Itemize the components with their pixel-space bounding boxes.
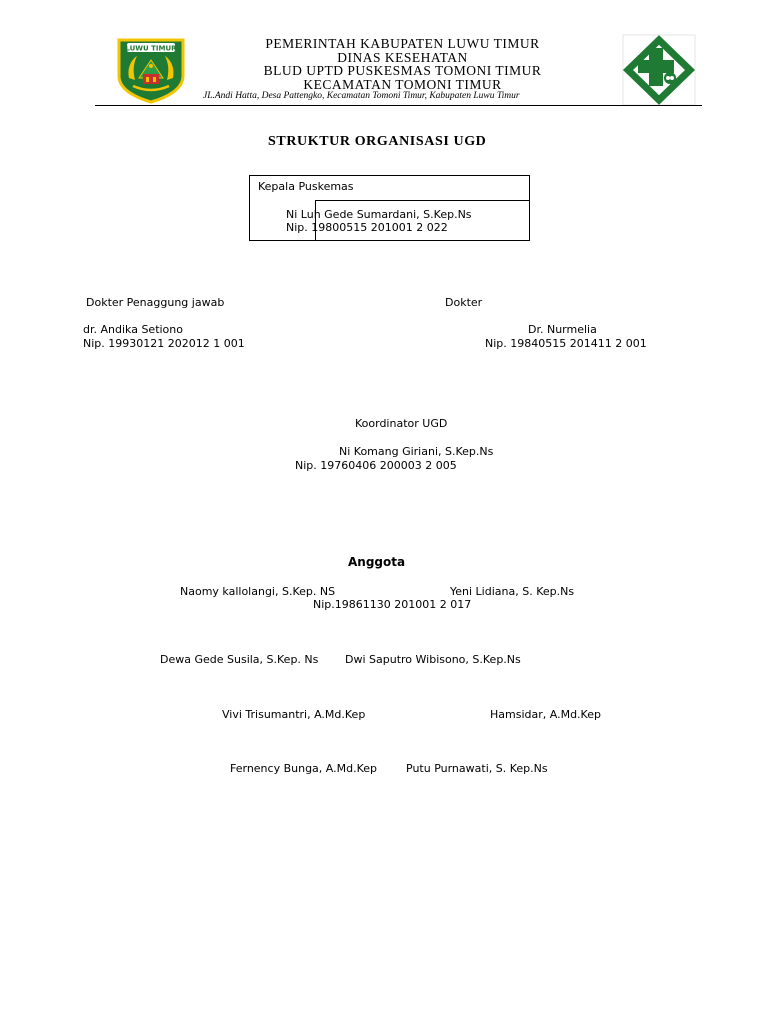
dokter-pj-role: Dokter Penaggung jawab xyxy=(86,296,225,309)
anggota-member: Dewa Gede Susila, S.Kep. Ns xyxy=(160,653,319,666)
dokter-pj-nip: Nip. 19930121 202012 1 001 xyxy=(83,337,245,350)
header-government: PEMERINTAH KABUPATEN LUWU TIMUR xyxy=(265,36,540,51)
kepala-nip: Nip. 19800515 201001 2 022 xyxy=(286,221,448,234)
anggota-member: Naomy kallolangi, S.Kep. NS xyxy=(180,585,336,598)
dokter-pj-name: dr. Andika Setiono xyxy=(83,323,183,336)
dokter-nip: Nip. 19840515 201411 2 001 xyxy=(485,337,647,350)
anggota-member: Hamsidar, A.Md.Kep xyxy=(490,708,601,721)
anggota-member: Vivi Trisumantri, A.Md.Kep xyxy=(222,708,366,721)
anggota-member: Dwi Saputro Wibisono, S.Kep.Ns xyxy=(345,653,521,666)
anggota-member-nip: Nip.19861130 201001 2 017 xyxy=(313,598,472,611)
koordinator-role: Koordinator UGD xyxy=(355,417,448,430)
header-institution: BLUD UPTD PUSKESMAS TOMONI TIMUR xyxy=(263,63,542,78)
dokter-role: Dokter xyxy=(445,296,483,309)
page-title: STRUKTUR ORGANISASI UGD xyxy=(268,134,487,149)
puskesmas-logo xyxy=(622,34,696,106)
kepala-box-divider xyxy=(315,200,530,201)
anggota-member: Yeni Lidiana, S. Kep.Ns xyxy=(450,585,575,598)
header-divider xyxy=(95,105,702,106)
luwu-timur-emblem-logo xyxy=(115,34,187,104)
dokter-name: Dr. Nurmelia xyxy=(528,323,597,336)
kepala-name: Ni Luh Gede Sumardani, S.Kep.Ns xyxy=(286,208,472,221)
header-address: JL.Andi Hatta, Desa Pattengko, Kecamatan Tomoni Timur, Kabupaten Luwu Timur xyxy=(203,91,520,101)
anggota-heading: Anggota xyxy=(348,555,406,569)
anggota-member: Fernency Bunga, A.Md.Kep xyxy=(230,762,378,775)
header-district: KECAMATAN TOMONI TIMUR xyxy=(303,77,502,92)
emblem-lettering: LUWU TIMUR xyxy=(125,44,177,53)
kepala-role: Kepala Puskemas xyxy=(258,180,354,193)
koordinator-nip: Nip. 19760406 200003 2 005 xyxy=(295,459,457,472)
koordinator-name: Ni Komang Giriani, S.Kep.Ns xyxy=(339,445,494,458)
anggota-member: Putu Purnawati, S. Kep.Ns xyxy=(406,762,548,775)
header-agency: DINAS KESEHATAN xyxy=(337,50,468,65)
